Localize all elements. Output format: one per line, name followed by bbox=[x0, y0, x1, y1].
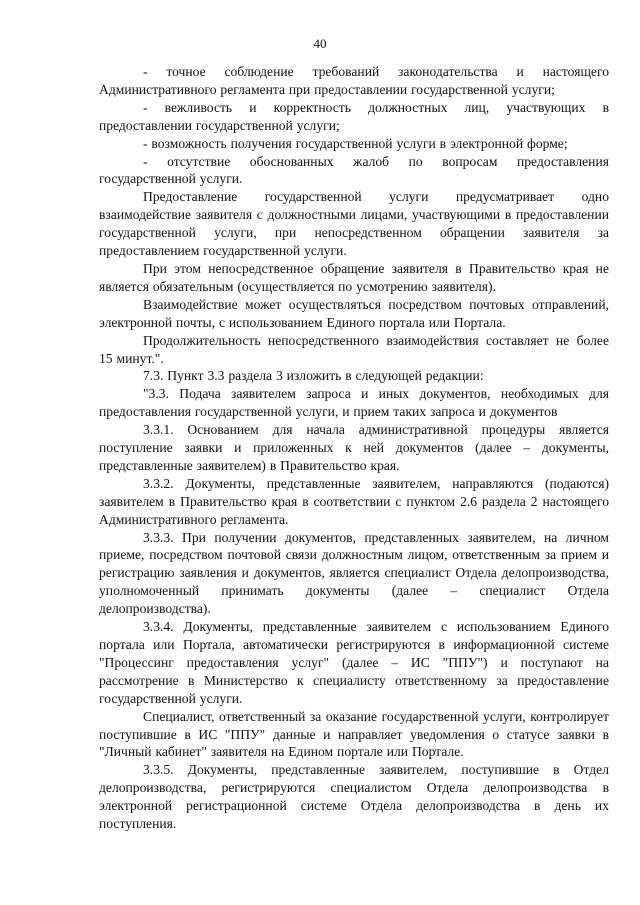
list-item: - возможность получения государственной услуги в электронной форме; bbox=[143, 135, 568, 151]
list-item: - точное соблюдение требований законодательства и настоящего Административного регламента при предоставлении государственной услуги; bbox=[99, 64, 609, 97]
clause-3-3-3: 3.3.3. При получении документов, представленных заявителем, на личном приеме, посредством почтовой связи должностным лицом, ответственным за прием и регистрацию заявления и документов, является специалист Отдела делопроизводства, уполномоченный принимать документы (далее – специалист Отдела делопроизводства). bbox=[99, 529, 609, 617]
clause-3-3-2: 3.3.2. Документы, представленные заявителем, направляются (подаются) заявителем в Правительство края в соответствии с пунктом 2.6 раздела 2 настоящего Административного регламента. bbox=[99, 475, 609, 527]
paragraph: Продолжительность непосредственного взаимодействия составляет не более 15 минут.". bbox=[99, 332, 609, 366]
list-item: - отсутствие обоснованных жалоб по вопросам предоставления государственной услуги. bbox=[99, 153, 609, 187]
clause-3-3-4: 3.3.4. Документы, представленные заявителем с использованием Единого портала или Портала, автоматически регистрируются в информационной системе "Процессинг предоставления услуг" (далее – ИС "ППУ") и поступают на рассмотрение в Министерство к специалисту ответственному за предоставление государственной услуги. bbox=[99, 619, 609, 706]
paragraph: При этом непосредственное обращение заявителя в Правительство края не является обязательным (осуществляется по усмотрению заявителя). bbox=[99, 260, 609, 294]
paragraph: Предоставление государственной услуги предусматривает одно взаимодействие заявителя с должностными лицами, участвующими в предоставлении государственной услуги, при непосредственном обращении заявителя за предоставлением государственной услуги. bbox=[99, 189, 609, 259]
amendment-heading: 7.3. Пункт 3.3 раздела 3 изложить в следующей редакции: bbox=[143, 368, 484, 384]
page-number: 40 bbox=[313, 36, 327, 51]
document-body bbox=[99, 63, 609, 833]
clause-3-3-1: 3.3.1. Основанием для начала административной процедуры является поступление заявки и приложенных к ней документов (далее – документы, представленные заявителем) в Правительство края. bbox=[99, 422, 609, 473]
section-heading: "3.3. Подача заявителем запроса и иных документов, необходимых для предоставления государственной услуги, и прием таких запроса и документов bbox=[99, 386, 609, 420]
paragraph: Специалист, ответственный за оказание государственной услуги, контролирует поступившие в ИС "ППУ" данные и направляет уведомления о статусе заявки в "Личный кабинет" заявителя на Едином портале или Портале. bbox=[99, 708, 609, 760]
paragraph: Взаимодействие может осуществляться посредством почтовых отправлений, электронной почты, с использованием Единого портала или Портала. bbox=[99, 296, 609, 330]
list-item: - вежливость и корректность должностных лиц, участвующих в предоставлении государственной услуги; bbox=[99, 99, 609, 133]
clause-3-3-5: 3.3.5. Документы, представленные заявителем, поступившие в Отдел делопроизводства, регистрируются специалистом Отдела делопроизводства в электронной регистрационной системе Отдела делопроизводства в день их поступления. bbox=[99, 762, 609, 832]
